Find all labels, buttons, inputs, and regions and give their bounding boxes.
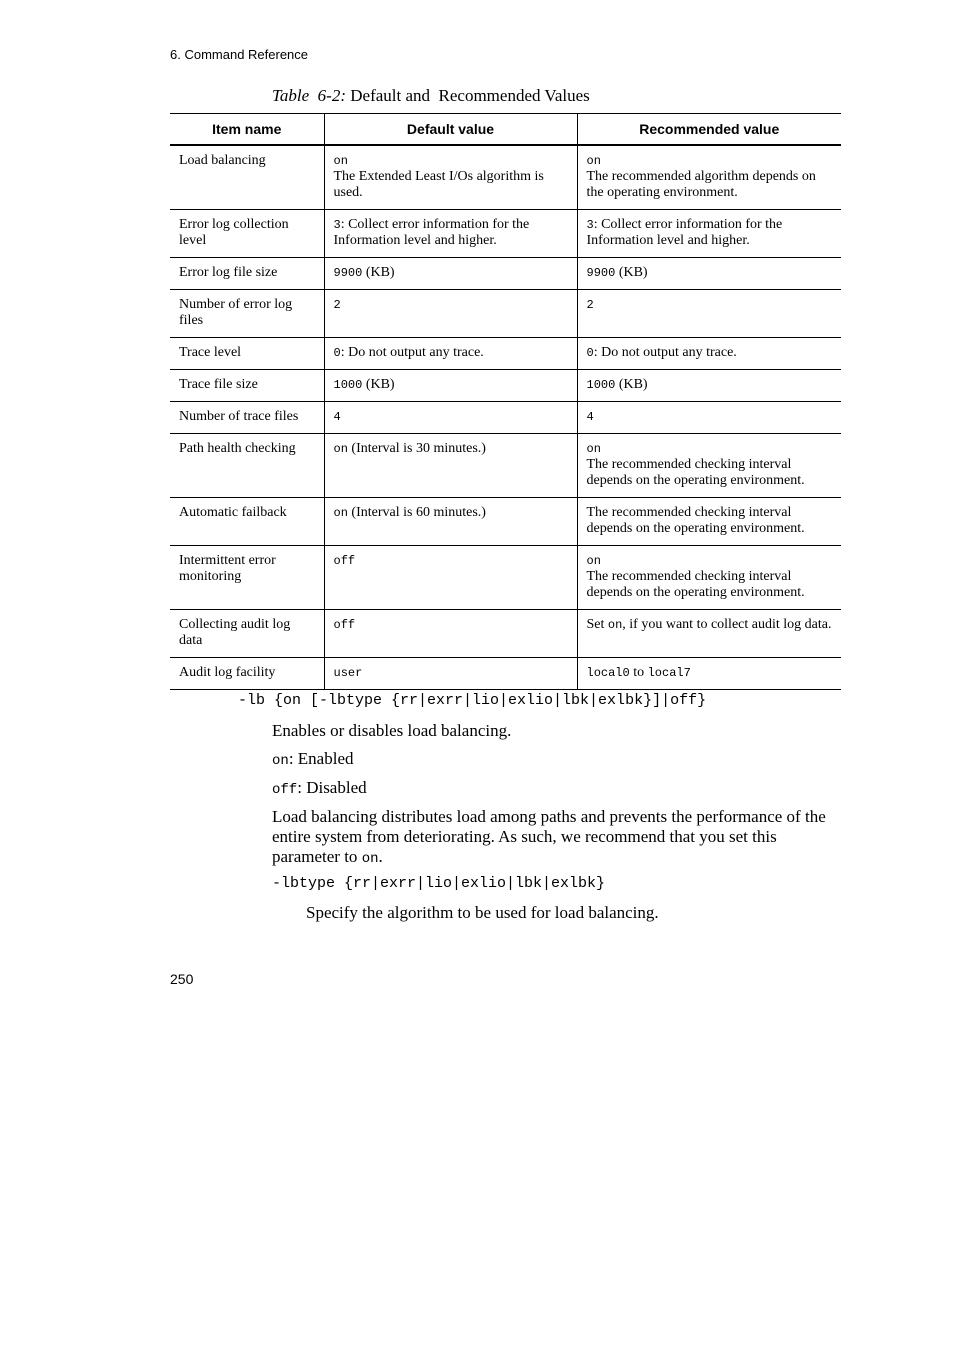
- default-value-cell: [324, 210, 577, 258]
- item-name-cell: Number of error log files: [170, 290, 324, 338]
- recommended-text: The recommended checking interval depends on the operating environment.: [586, 505, 805, 536]
- default-code: 2: [333, 298, 341, 312]
- default-value-cell: [324, 290, 577, 338]
- recommended-connector: to: [629, 665, 648, 680]
- on-meaning: : Enabled: [288, 749, 354, 768]
- recommended-value-cell: [577, 434, 841, 498]
- default-value-cell: [324, 370, 577, 402]
- default-code: off: [333, 618, 356, 632]
- recommended-text: : Do not output any trace.: [593, 345, 737, 360]
- recommended-value-cell: [577, 290, 841, 338]
- recommended-text: (KB): [615, 377, 648, 392]
- table-row: [170, 338, 841, 370]
- recommended-value-cell: [577, 338, 841, 370]
- table-row: [170, 610, 841, 658]
- table-caption-label: Table 6-2:: [272, 86, 346, 105]
- recommended-value-cell: [577, 402, 841, 434]
- column-header-recommended-value: Recommended value: [577, 114, 841, 146]
- recommended-value-cell: [577, 658, 841, 690]
- table-header-row: [170, 114, 841, 146]
- recommended-code: 3: [586, 218, 594, 232]
- recommended-value-cell: [577, 546, 841, 610]
- lbtype-syntax: -lbtype {rr|exrr|lio|exlio|lbk|exlbk}: [272, 875, 606, 892]
- item-name-cell: Trace file size: [170, 370, 324, 402]
- recommended-text: , if you want to collect audit log data.: [622, 617, 832, 632]
- item-name-cell: Error log file size: [170, 258, 324, 290]
- default-value-cell: [324, 402, 577, 434]
- table-caption-title: Default and Recommended Values: [350, 86, 590, 105]
- default-value-cell: [324, 546, 577, 610]
- table-row: [170, 145, 841, 210]
- recommended-code: on: [586, 154, 601, 168]
- running-header: 6. Command Reference: [170, 47, 309, 62]
- default-code: 4: [333, 410, 341, 424]
- item-name-cell: Error log collection level: [170, 210, 324, 258]
- lbtype-description: Specify the algorithm to be used for load balancing.: [306, 903, 659, 922]
- default-values-table: [170, 113, 841, 690]
- item-name-cell: Trace level: [170, 338, 324, 370]
- recommended-code: local0: [586, 666, 630, 680]
- item-name-cell: Path health checking: [170, 434, 324, 498]
- paragraph-code: on: [361, 851, 379, 867]
- recommended-prefix: Set: [586, 617, 608, 632]
- default-value-cell: [324, 434, 577, 498]
- recommended-value-cell: [577, 610, 841, 658]
- recommended-code: on: [586, 554, 601, 568]
- column-header-default-value: Default value: [324, 114, 577, 146]
- lb-description: Enables or disables load balancing.: [272, 721, 512, 740]
- table-row: [170, 402, 841, 434]
- table-row: [170, 546, 841, 610]
- default-value-cell: [324, 658, 577, 690]
- recommended-code: 0: [586, 346, 594, 360]
- default-value-cell: [324, 145, 577, 210]
- item-name-cell: Load balancing: [170, 145, 324, 210]
- default-code: 3: [333, 218, 341, 232]
- default-text: (KB): [362, 377, 395, 392]
- recommended-value-cell: [577, 370, 841, 402]
- item-name-cell: Collecting audit log data: [170, 610, 324, 658]
- default-code: off: [333, 554, 356, 568]
- recommended-text: The recommended algorithm depends on the operating environment.: [586, 169, 816, 200]
- table-row: [170, 498, 841, 546]
- off-meaning: : Disabled: [297, 778, 367, 797]
- table-caption: [272, 86, 590, 106]
- table-row: [170, 290, 841, 338]
- default-value-cell: [324, 258, 577, 290]
- paragraph-text: Load balancing distributes load among paths and prevents the performance of the entire system from deteriorating. As such, we recommend that you set this parameter to: [272, 807, 826, 866]
- default-text: (Interval is 30 minutes.): [347, 441, 486, 456]
- recommended-code: 9900: [586, 266, 616, 280]
- off-option: [272, 778, 367, 800]
- table-row: [170, 258, 841, 290]
- default-code: 1000: [333, 378, 363, 392]
- default-text: : Do not output any trace.: [340, 345, 484, 360]
- recommended-value-cell: [577, 210, 841, 258]
- table-row: [170, 210, 841, 258]
- recommended-code: on: [586, 442, 601, 456]
- default-code: on: [333, 506, 348, 520]
- item-name-cell: Number of trace files: [170, 402, 324, 434]
- table-row: [170, 434, 841, 498]
- paragraph-end: .: [378, 847, 383, 866]
- default-code: user: [333, 666, 363, 680]
- page-number: 250: [170, 971, 194, 987]
- item-name-cell: Intermittent error monitoring: [170, 546, 324, 610]
- recommended-code: on: [607, 618, 623, 632]
- default-text: : Collect error information for the Information level and higher.: [333, 217, 530, 248]
- recommended-value-cell: [577, 145, 841, 210]
- recommended-text: The recommended checking interval depends on the operating environment.: [586, 569, 805, 600]
- on-code: on: [272, 753, 289, 769]
- default-code: on: [333, 154, 348, 168]
- default-value-cell: [324, 498, 577, 546]
- recommended-value-cell: [577, 498, 841, 546]
- default-text: The Extended Least I/Os algorithm is used.: [333, 169, 544, 200]
- recommended-text: (KB): [615, 265, 648, 280]
- default-code: on: [333, 442, 348, 456]
- default-text: (Interval is 60 minutes.): [347, 505, 486, 520]
- table-row: [170, 370, 841, 402]
- table-row: [170, 658, 841, 690]
- default-code: 9900: [333, 266, 363, 280]
- column-header-item-name: Item name: [170, 114, 324, 146]
- default-value-cell: [324, 610, 577, 658]
- off-code: off: [272, 782, 298, 798]
- recommended-text: The recommended checking interval depends on the operating environment.: [586, 457, 805, 488]
- recommended-code: 1000: [586, 378, 616, 392]
- lb-syntax: -lb {on [-lbtype {rr|exrr|lio|exlio|lbk|exlbk}]|off}: [238, 692, 707, 709]
- recommended-code: 4: [586, 410, 594, 424]
- load-balancing-paragraph: [272, 807, 842, 869]
- recommended-code: 2: [586, 298, 594, 312]
- default-text: (KB): [362, 265, 395, 280]
- default-code: 0: [333, 346, 341, 360]
- recommended-value-cell: [577, 258, 841, 290]
- recommended-text: : Collect error information for the Information level and higher.: [586, 217, 783, 248]
- default-value-cell: [324, 338, 577, 370]
- item-name-cell: Automatic failback: [170, 498, 324, 546]
- recommended-code-end: local7: [647, 666, 691, 680]
- on-option: [272, 749, 353, 771]
- item-name-cell: Audit log facility: [170, 658, 324, 690]
